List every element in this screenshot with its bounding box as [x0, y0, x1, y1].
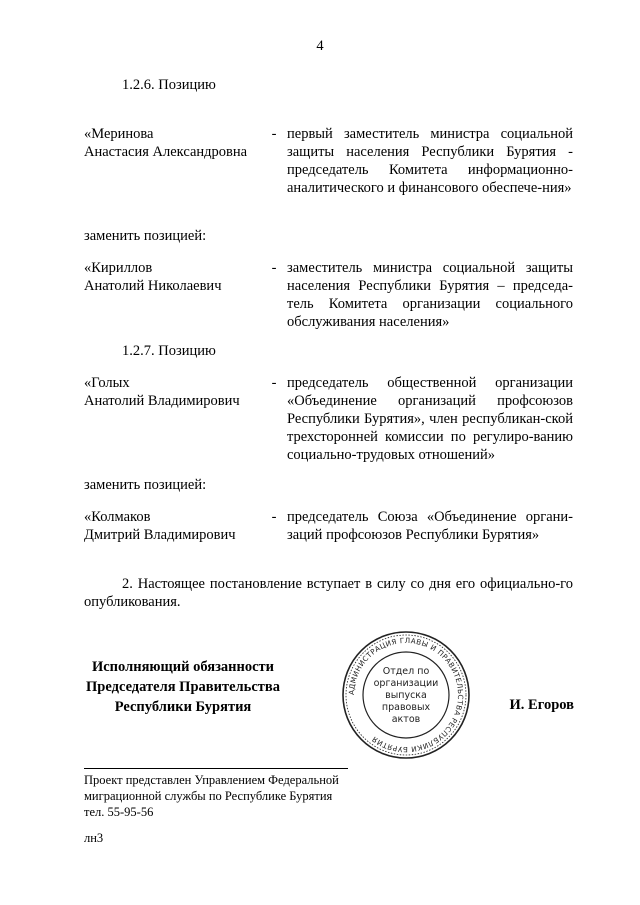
- final-paragraph: 2. Настоящее постановление вступает в силу со дня его официально-го опубликования.: [84, 576, 573, 610]
- person-name: Дмитрий Владимирович: [84, 527, 236, 543]
- official-stamp: [340, 629, 472, 761]
- stamp-center-text: выпуска: [385, 690, 427, 701]
- separator-dash: -: [271, 509, 277, 525]
- signatory-name: И. Егоров: [509, 697, 574, 713]
- position-description: заместитель министра социальной защиты населения Республики Бурятия – председа-тель Комитета организации социального обслуживания населения»: [287, 260, 573, 330]
- signatory-title: Председателя Правительства: [86, 679, 280, 695]
- footer-divider: [84, 768, 348, 769]
- person-name: «Меринова: [84, 126, 154, 142]
- signatory-title: Республики Бурятия: [114, 699, 252, 715]
- replace-label: заменить позицией:: [84, 228, 207, 244]
- stamp-ring-text: АДМИНИСТРАЦИЯ ГЛАВЫ И ПРАВИТЕЛЬСТВА РЕСПУБЛИКИ БУРЯТИЯ: [346, 635, 466, 755]
- person-name: Анатолий Николаевич: [84, 278, 222, 294]
- signatory-title: Исполняющий обязанности: [91, 659, 275, 675]
- stamp-center-text: правовых: [381, 702, 431, 713]
- replace-label: заменить позицией:: [84, 477, 207, 493]
- footer-note: миграционной службы по Республике Бурятия: [84, 789, 333, 803]
- amendment-heading: 1.2.6. Позицию: [122, 77, 216, 93]
- person-name: «Кириллов: [84, 260, 153, 276]
- separator-dash: -: [271, 126, 277, 142]
- separator-dash: -: [271, 375, 277, 391]
- footer-phone: тел. 55-95-56: [84, 805, 154, 819]
- document-code: лн3: [84, 831, 104, 845]
- stamp-center-text: актов: [391, 714, 421, 725]
- amendment-heading: 1.2.7. Позицию: [122, 343, 216, 359]
- stamp-center-text: Отдел по: [382, 666, 430, 677]
- stamp-center-text: организации: [373, 678, 439, 689]
- person-name: «Колмаков: [84, 509, 151, 525]
- person-name: Анастасия Александровна: [84, 144, 248, 160]
- position-description: председатель общественной организации «Объединение организаций профсоюзов Республики Бурятия», член республикан-ской трехсторонней комиссии по регулиро-ванию социально-трудовых отношений»: [287, 375, 573, 463]
- position-description: председатель Союза «Объединение органи-заций профсоюзов Республики Бурятия»: [287, 509, 573, 543]
- person-name: Анатолий Владимирович: [84, 393, 240, 409]
- position-description: первый заместитель министра социальной защиты населения Республики Бурятия - председатель Комитета информационно-аналитического и финансового обеспече-ния»: [287, 126, 573, 196]
- separator-dash: -: [271, 260, 277, 276]
- footer-note: Проект представлен Управлением Федеральной: [84, 773, 339, 787]
- person-name: «Голых: [84, 375, 130, 391]
- page-number: 4: [316, 38, 324, 54]
